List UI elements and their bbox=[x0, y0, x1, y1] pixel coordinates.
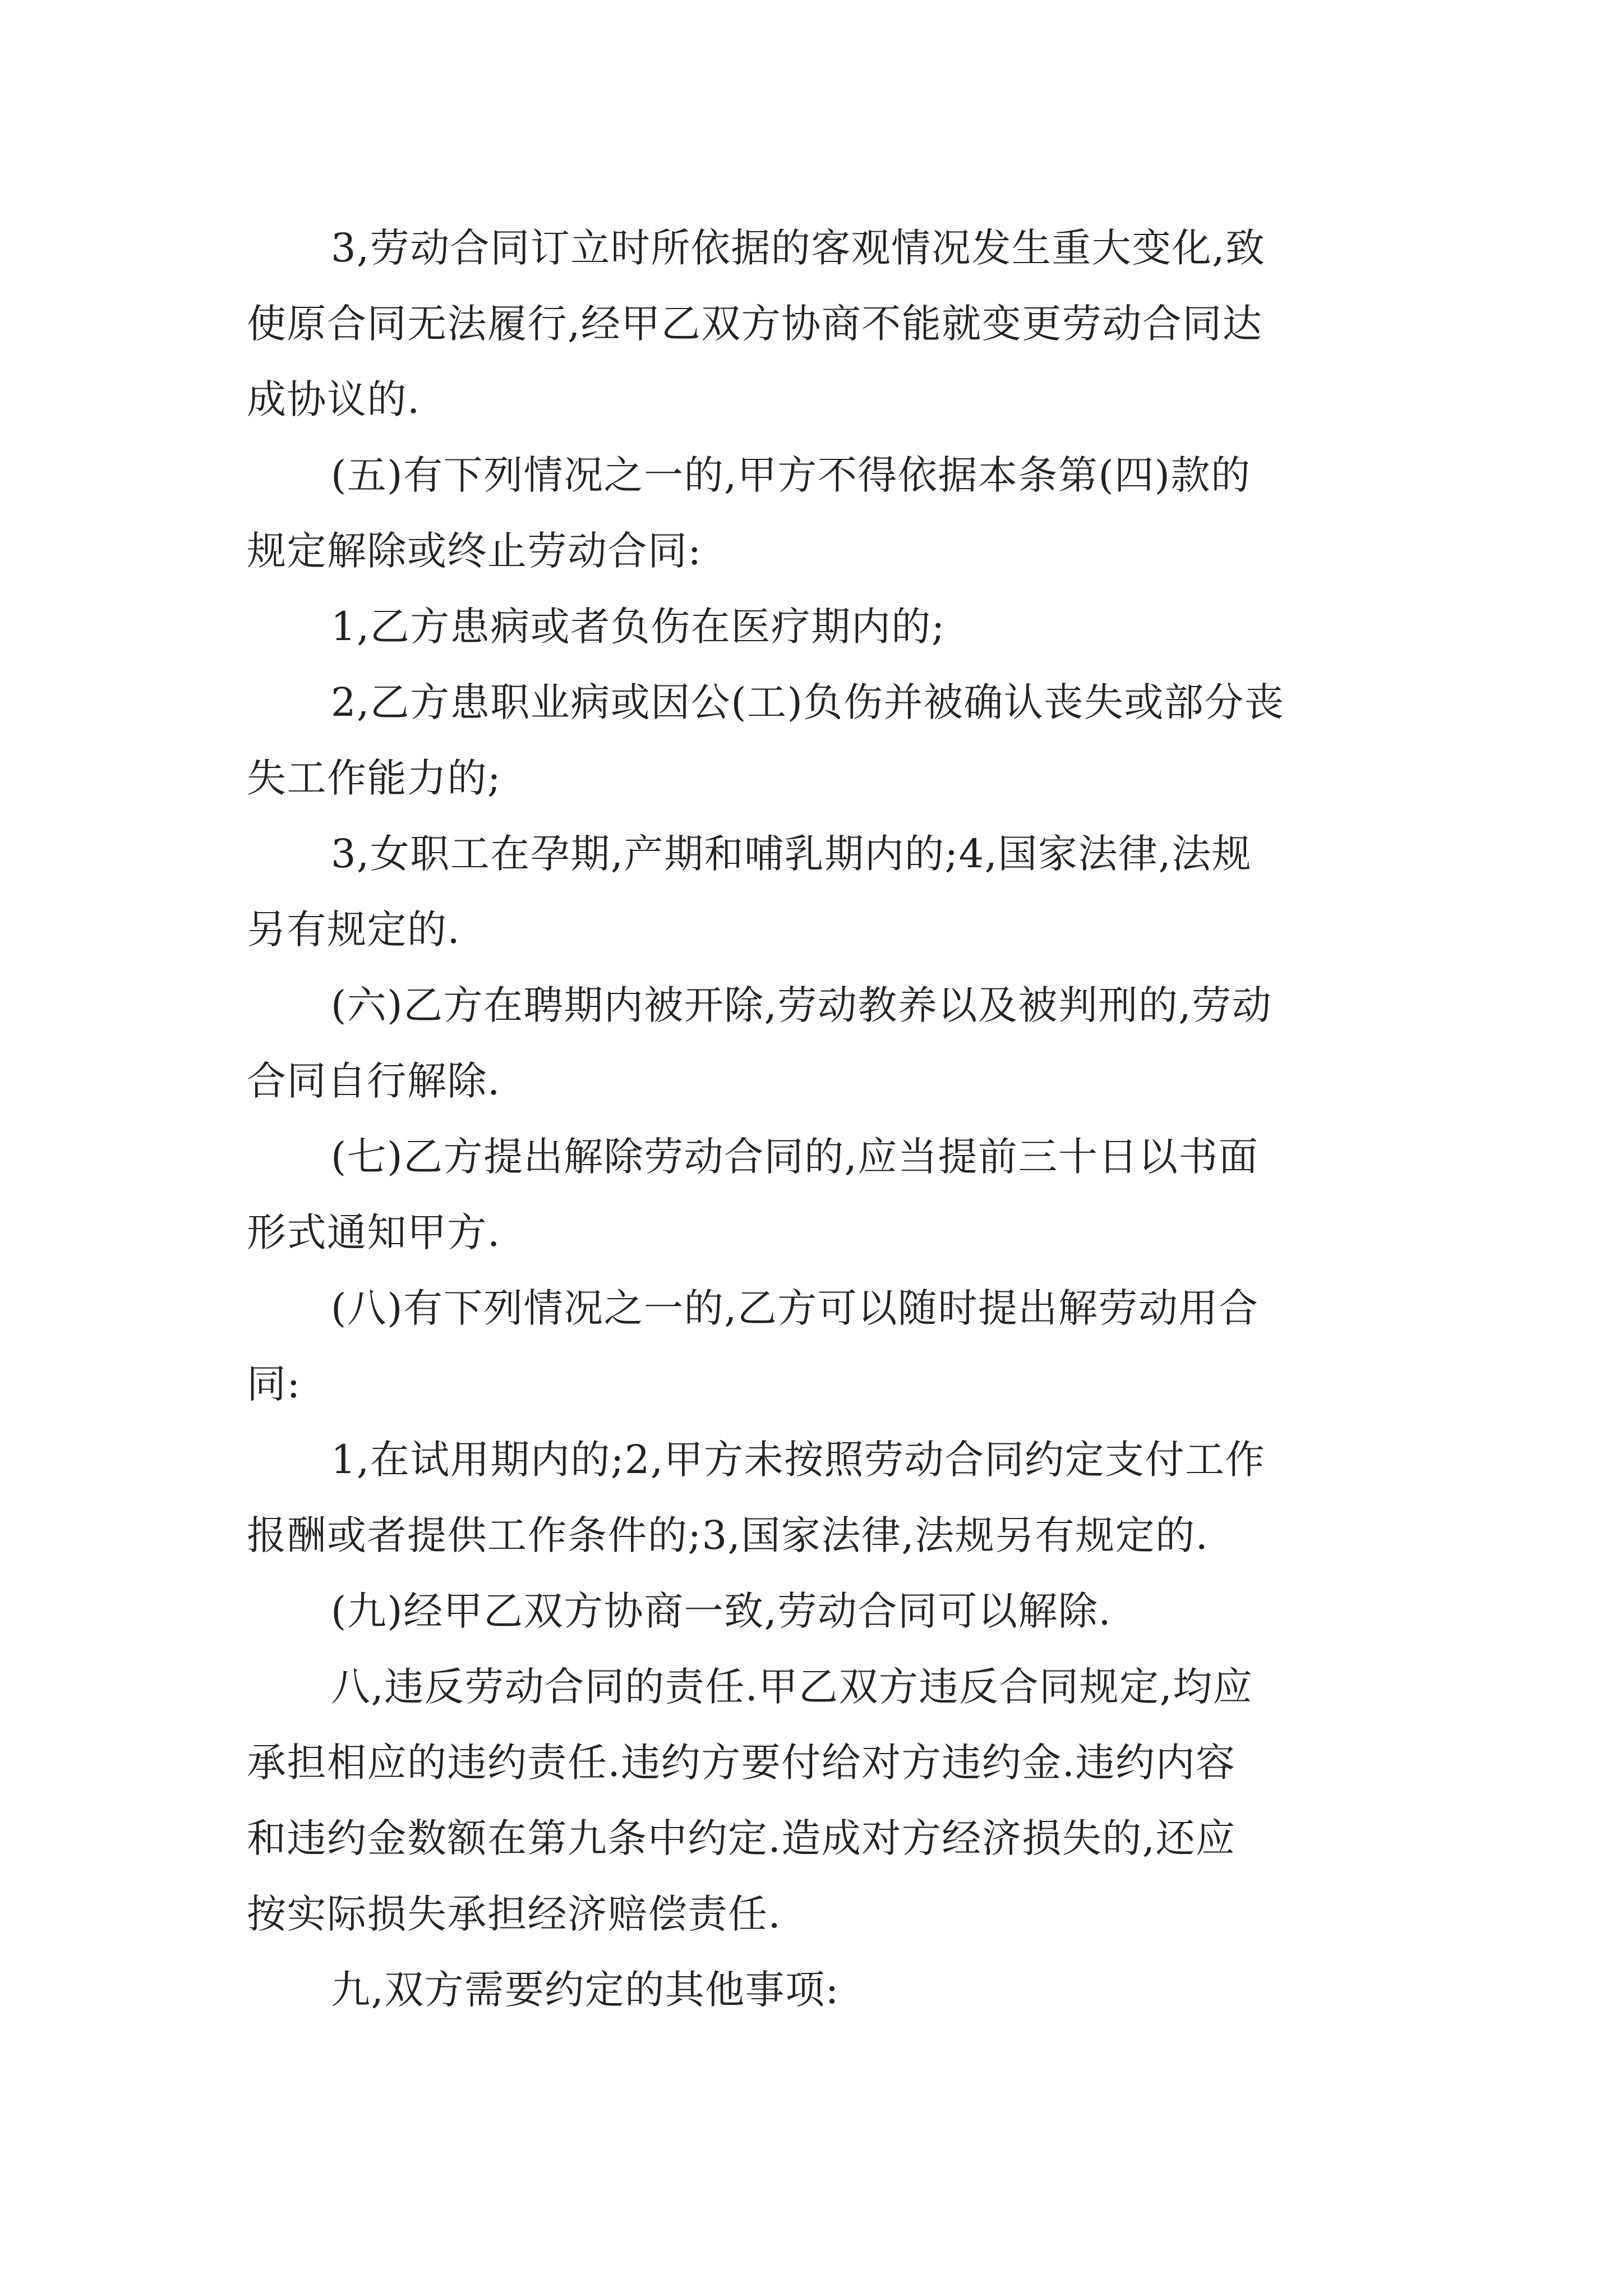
text-line: 和违约金数额在第九条中约定.造成对方经济损失的,还应 bbox=[247, 1815, 1236, 1861]
text-line: 同: bbox=[247, 1361, 301, 1407]
text-line: 失工作能力的; bbox=[247, 755, 502, 801]
text-line: 形式通知甲方. bbox=[247, 1209, 501, 1255]
text-line: (六)乙方在聘期内被开除,劳动教养以及被判刑的,劳动 bbox=[331, 982, 1272, 1028]
paragraph bbox=[247, 1952, 1380, 2028]
text-line: 承担相应的违约责任.违约方要付给对方违约金.违约内容 bbox=[247, 1740, 1236, 1786]
text-line: 1,乙方患病或者负伤在医疗期内的; bbox=[331, 604, 946, 650]
text-line: 报酬或者提供工作条件的;3,国家法律,法规另有规定的. bbox=[247, 1512, 1209, 1558]
paragraph bbox=[247, 816, 1380, 968]
text-line: 九,双方需要约定的其他事项: bbox=[331, 1967, 840, 2013]
text-line: 合同自行解除. bbox=[247, 1058, 501, 1104]
text-line: 八,违反劳动合同的责任.甲乙双方违反合同规定,均应 bbox=[331, 1664, 1253, 1710]
text-line: 3,劳动合同订立时所依据的客观情况发生重大变化,致 bbox=[331, 225, 1266, 271]
text-line: 规定解除或终止劳动合同: bbox=[247, 528, 702, 574]
text-line: 使原合同无法履行,经甲乙双方协商不能就变更劳动合同达 bbox=[247, 301, 1263, 347]
text-line: 另有规定的. bbox=[247, 907, 461, 953]
paragraph bbox=[247, 1573, 1380, 1649]
paragraph bbox=[247, 1119, 1380, 1271]
text-line: 1,在试用期内的;2,甲方未按照劳动合同约定支付工作 bbox=[331, 1437, 1266, 1483]
paragraph bbox=[247, 665, 1380, 816]
paragraph bbox=[247, 968, 1380, 1119]
text-line: (九)经甲乙双方协商一致,劳动合同可以解除. bbox=[331, 1588, 1112, 1634]
text-line: 2,乙方患职业病或因公(工)负伤并被确认丧失或部分丧 bbox=[331, 679, 1285, 725]
text-line: 按实际损失承担经济赔偿责任. bbox=[247, 1891, 782, 1937]
text-line: (八)有下列情况之一的,乙方可以随时提出解劳动用合 bbox=[331, 1285, 1259, 1331]
text-line: (五)有下列情况之一的,甲方不得依据本条第(四)款的 bbox=[331, 452, 1251, 498]
text-line: 3,女职工在孕期,产期和哺乳期内的;4,国家法律,法规 bbox=[331, 831, 1252, 877]
text-line: (七)乙方提出解除劳动合同的,应当提前三十日以书面 bbox=[331, 1134, 1259, 1180]
paragraph bbox=[247, 1271, 1380, 1422]
paragraph bbox=[247, 1649, 1380, 1952]
document-body bbox=[247, 210, 1380, 2028]
paragraph bbox=[247, 438, 1380, 589]
paragraph bbox=[247, 1422, 1380, 1573]
paragraph bbox=[247, 210, 1380, 438]
text-line: 成协议的. bbox=[247, 376, 421, 422]
paragraph bbox=[247, 589, 1380, 665]
